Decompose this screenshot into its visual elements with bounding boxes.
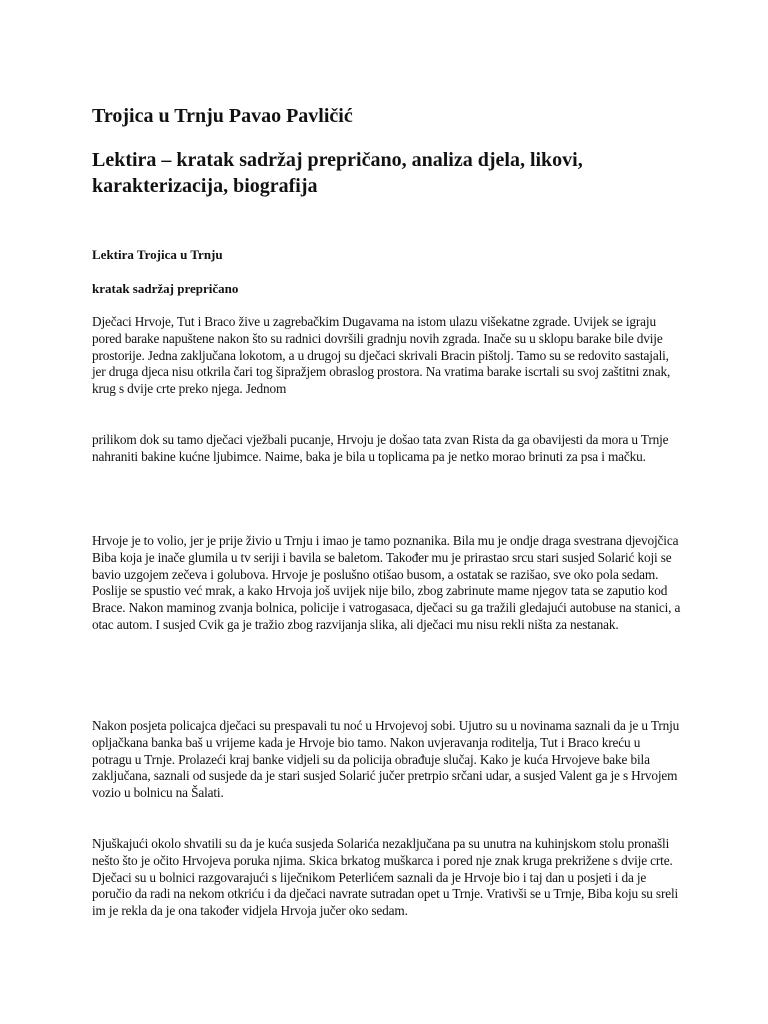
paragraph-4: Nakon posjeta policajca dječaci su prespavali tu noć u Hrvojevoj sobi. Ujutro su u novinama saznali da je u Trnju opljačkana banka baš u vrijeme kada je Hrvoje bio tamo. Nakon uvjeravanja roditelja, Tut i Braco kreću u potragu u Trnje. Prolazeći kraj banke vidjeli su da policija obrađuje slučaj. Kako je kuća Hrvojeve bake bila zaključana, saznali od susjede da je stari susjed Solarić jučer pretrpio srčani udar, a susjed Valent ga je s Hrvojem vozio u bolnicu na Šalati. <box>92 718 680 801</box>
section-heading-lektira: Lektira Trojica u Trnju <box>92 247 223 262</box>
document-subtitle: Lektira – kratak sadržaj prepričano, analiza djela, likovi, karakterizacija, biografija <box>92 149 583 197</box>
document-title: Trojica u Trnju Pavao Pavličić <box>92 105 353 127</box>
paragraph-1: Dječaci Hrvoje, Tut i Braco žive u zagrebačkim Dugavama na istom ulazu višekatne zgrade. Uvijek se igraju pored barake napuštene nakon što su radnici dovršili gradnju novih zgrada. Inače su u sklopu barake bile dvije prostorije. Jedna zaključana lokotom, a u drugoj su dječaci skrivali Bracin pištolj. Tamo su se redovito sastajali, jer druga djeca nisu otkrila čari tog šipražjem obraslog prostora. Na vratima barake iscrtali su svoj zaštitni znak, krug s dvije crte preko njega. Jednom <box>92 314 671 397</box>
paragraph-5: Njuškajući okolo shvatili su da je kuća susjeda Solarića nezaključana pa su unutra na kuhinjskom stolu pronašli nešto što je očito Hrvojeva poruka njima. Skica brkatog muškarca i pored nje znak kruga prekrižene s dvije crte. Dječaci su u bolnici razgovarajući s liječnikom Peterlićem saznali da je Hrvoje bio i taj dan u posjeti i da je poručio da radi na nekom otkriću i da dječaci navrate sutradan opet u Trnje. Vrativši se u Trnje, Biba koju su sreli im je rekla da je ona također vidjela Hrvoja jučer oko sedam. <box>92 836 679 919</box>
paragraph-2: prilikom dok su tamo dječaci vježbali pucanje, Hrvoju je došao tata zvan Rista da ga obavijesti da mora u Trnje nahraniti bakine kućne ljubimce. Naime, baka je bila u toplicama pa je netko morao brinuti za psa i mačku. <box>92 432 669 464</box>
section-heading-summary: kratak sadržaj prepričano <box>92 281 239 296</box>
paragraph-3: Hrvoje je to volio, jer je prije živio u Trnju i imao je tamo poznanika. Bila mu je ondje draga svestrana djevojčica Biba koja je inače glumila u tv seriji i bavila se baletom. Također mu je prirastao srcu stari susjed Solarić koji se bavio uzgojem zečeva i golubova. Hrvoje je poslušno otišao busom, a ostatak se razišao, sve oko pola sedam. Poslije se spustio već mrak, a kako Hrvoja još uvijek nije bilo, zbog zabrinute mame njegov tata se zaputio kod Brace. Nakon maminog zvanja bolnica, policije i vatrogasaca, dječaci su ga tražili gledajući autobuse na stanici, a otac autom. I susjed Cvik ga je tražio zbog razvijanja slika, ali dječaci mu nisu rekli ništa za nestanak. <box>92 533 681 632</box>
